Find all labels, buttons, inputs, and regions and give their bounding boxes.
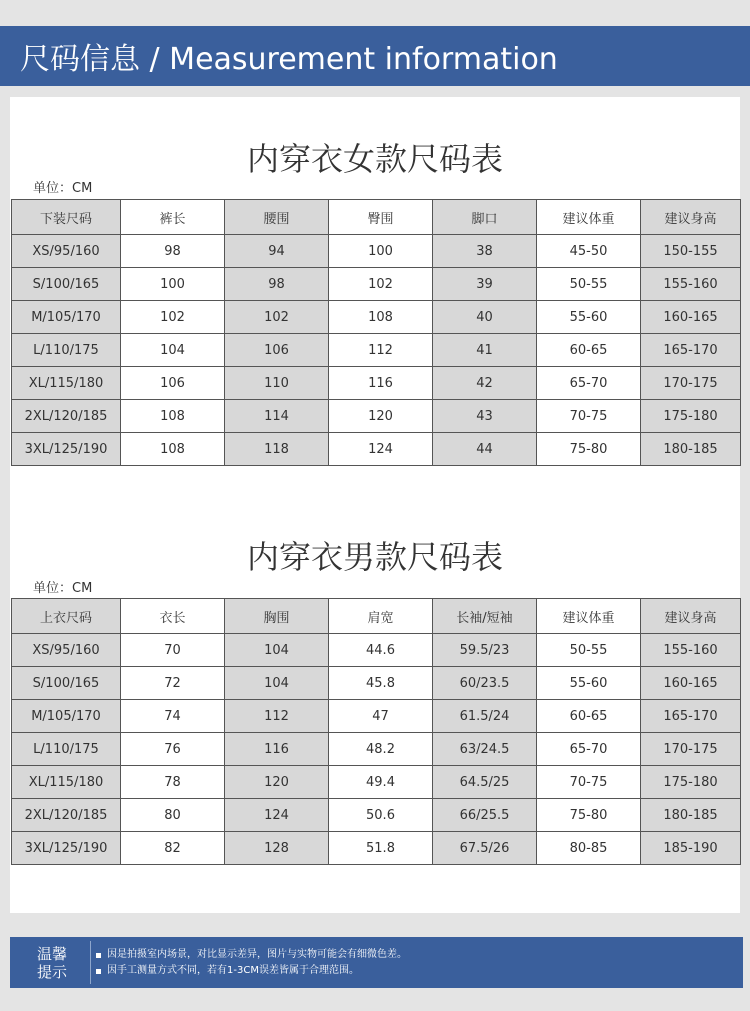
- size-label-cell: S/100/165: [12, 268, 121, 301]
- measurement-cell: 100: [121, 268, 225, 301]
- column-header: 长袖/短袖: [433, 599, 537, 634]
- measurement-cell: 160-165: [641, 667, 741, 700]
- size-label-cell: S/100/165: [12, 667, 121, 700]
- table-row: [12, 367, 741, 400]
- tip-note: [96, 963, 407, 979]
- measurement-cell: 160-165: [641, 301, 741, 334]
- column-header: 腰围: [225, 200, 329, 235]
- measurement-cell: 42: [433, 367, 537, 400]
- column-header: 建议体重: [537, 599, 641, 634]
- measurement-cell: 70-75: [537, 400, 641, 433]
- bullet-icon: [96, 953, 101, 958]
- measurement-cell: 55-60: [537, 667, 641, 700]
- measurement-cell: 75-80: [537, 433, 641, 466]
- size-label-cell: 2XL/120/185: [12, 799, 121, 832]
- measurement-cell: 98: [225, 268, 329, 301]
- measurement-cell: 106: [225, 334, 329, 367]
- measurement-cell: 40: [433, 301, 537, 334]
- size-label-cell: XL/115/180: [12, 766, 121, 799]
- tips-label-line1: 温馨: [36, 944, 67, 963]
- measurement-cell: 118: [225, 433, 329, 466]
- women-unit-label: 单位：CM: [33, 181, 93, 196]
- measurement-cell: 80-85: [537, 832, 641, 865]
- measurement-cell: 80: [121, 799, 225, 832]
- column-header: 衣长: [121, 599, 225, 634]
- measurement-cell: 44.6: [329, 634, 433, 667]
- measurement-cell: 104: [225, 667, 329, 700]
- table-row: [12, 700, 741, 733]
- column-header: 肩宽: [329, 599, 433, 634]
- measurement-cell: 70: [121, 634, 225, 667]
- column-header: 脚口: [433, 200, 537, 235]
- measurement-cell: 124: [329, 433, 433, 466]
- column-header: 上衣尺码: [12, 599, 121, 634]
- measurement-cell: 94: [225, 235, 329, 268]
- measurement-cell: 98: [121, 235, 225, 268]
- size-label-cell: XS/95/160: [12, 634, 121, 667]
- column-header: 建议身高: [641, 599, 741, 634]
- table-row: [12, 733, 741, 766]
- tip-note-text: 因是拍摄室内场景，对比显示差异，图片与实物可能会有细微色差。: [107, 949, 407, 960]
- table-row: [12, 400, 741, 433]
- women-table-title: 内穿衣女款尺码表: [246, 140, 503, 178]
- measurement-cell: 175-180: [641, 766, 741, 799]
- tips-divider: [90, 941, 91, 984]
- measurement-cell: 165-170: [641, 700, 741, 733]
- measurement-cell: 110: [225, 367, 329, 400]
- measurement-cell: 180-185: [641, 433, 741, 466]
- table-row: [12, 634, 741, 667]
- content-panel: [10, 97, 740, 913]
- measurement-cell: 102: [329, 268, 433, 301]
- measurement-cell: 50-55: [537, 268, 641, 301]
- measurement-cell: 50.6: [329, 799, 433, 832]
- measurement-cell: 120: [329, 400, 433, 433]
- size-label-cell: 2XL/120/185: [12, 400, 121, 433]
- column-header: 臀围: [329, 200, 433, 235]
- measurement-cell: 70-75: [537, 766, 641, 799]
- measurement-cell: 65-70: [537, 733, 641, 766]
- measurement-cell: 74: [121, 700, 225, 733]
- measurement-cell: 50-55: [537, 634, 641, 667]
- measurement-cell: 180-185: [641, 799, 741, 832]
- table-row: [12, 301, 741, 334]
- measurement-cell: 185-190: [641, 832, 741, 865]
- measurement-cell: 102: [225, 301, 329, 334]
- measurement-cell: 55-60: [537, 301, 641, 334]
- measurement-cell: 120: [225, 766, 329, 799]
- tips-label-line2: 提示: [36, 962, 67, 981]
- size-label-cell: 3XL/125/190: [12, 433, 121, 466]
- size-label-cell: M/105/170: [12, 700, 121, 733]
- table-row: [12, 334, 741, 367]
- measurement-cell: 65-70: [537, 367, 641, 400]
- size-label-cell: XL/115/180: [12, 367, 121, 400]
- column-header: 裤长: [121, 200, 225, 235]
- size-label-cell: L/110/175: [12, 733, 121, 766]
- header-title: 尺码信息 / Measurement information: [20, 42, 558, 77]
- measurement-cell: 150-155: [641, 235, 741, 268]
- table-row: [12, 268, 741, 301]
- measurement-cell: 108: [121, 400, 225, 433]
- measurement-cell: 155-160: [641, 268, 741, 301]
- measurement-cell: 43: [433, 400, 537, 433]
- men-unit-label: 单位：CM: [33, 581, 93, 596]
- measurement-cell: 60/23.5: [433, 667, 537, 700]
- measurement-cell: 45-50: [537, 235, 641, 268]
- measurement-cell: 76: [121, 733, 225, 766]
- measurement-cell: 47: [329, 700, 433, 733]
- measurement-cell: 82: [121, 832, 225, 865]
- measurement-cell: 170-175: [641, 733, 741, 766]
- measurement-cell: 41: [433, 334, 537, 367]
- measurement-cell: 72: [121, 667, 225, 700]
- tips-notes: [96, 947, 407, 979]
- measurement-cell: 60-65: [537, 700, 641, 733]
- header-banner: [0, 26, 750, 86]
- men-table-title: 内穿衣男款尺码表: [246, 538, 503, 576]
- size-label-cell: 3XL/125/190: [12, 832, 121, 865]
- measurement-cell: 108: [329, 301, 433, 334]
- measurement-cell: 45.8: [329, 667, 433, 700]
- size-label-cell: XS/95/160: [12, 235, 121, 268]
- women-size-table: [11, 199, 741, 466]
- measurement-cell: 61.5/24: [433, 700, 537, 733]
- measurement-cell: 78: [121, 766, 225, 799]
- measurement-cell: 116: [225, 733, 329, 766]
- measurement-cell: 124: [225, 799, 329, 832]
- measurement-cell: 63/24.5: [433, 733, 537, 766]
- column-header: 下装尺码: [12, 200, 121, 235]
- measurement-cell: 67.5/26: [433, 832, 537, 865]
- measurement-cell: 100: [329, 235, 433, 268]
- measurement-cell: 59.5/23: [433, 634, 537, 667]
- tip-note: [96, 947, 407, 963]
- table-row: [12, 235, 741, 268]
- measurement-cell: 75-80: [537, 799, 641, 832]
- measurement-cell: 51.8: [329, 832, 433, 865]
- measurement-cell: 128: [225, 832, 329, 865]
- tips-banner: [10, 937, 743, 988]
- table-row: [12, 832, 741, 865]
- measurement-cell: 108: [121, 433, 225, 466]
- table-row: [12, 667, 741, 700]
- table-header-row: [12, 200, 741, 235]
- table-row: [12, 433, 741, 466]
- measurement-cell: 155-160: [641, 634, 741, 667]
- measurement-cell: 60-65: [537, 334, 641, 367]
- size-label-cell: L/110/175: [12, 334, 121, 367]
- measurement-cell: 49.4: [329, 766, 433, 799]
- measurement-cell: 112: [225, 700, 329, 733]
- measurement-cell: 102: [121, 301, 225, 334]
- measurement-cell: 106: [121, 367, 225, 400]
- measurement-cell: 64.5/25: [433, 766, 537, 799]
- tips-label: [24, 937, 80, 988]
- measurement-cell: 104: [225, 634, 329, 667]
- column-header: 建议体重: [537, 200, 641, 235]
- column-header: 建议身高: [641, 200, 741, 235]
- measurement-cell: 66/25.5: [433, 799, 537, 832]
- table-row: [12, 799, 741, 832]
- men-size-table: [11, 598, 741, 865]
- measurement-cell: 175-180: [641, 400, 741, 433]
- measurement-cell: 44: [433, 433, 537, 466]
- measurement-cell: 116: [329, 367, 433, 400]
- bullet-icon: [96, 969, 101, 974]
- measurement-cell: 39: [433, 268, 537, 301]
- measurement-cell: 38: [433, 235, 537, 268]
- measurement-cell: 114: [225, 400, 329, 433]
- table-header-row: [12, 599, 741, 634]
- tip-note-text: 因手工测量方式不同，若有1-3CM误差皆属于合理范围。: [107, 965, 359, 976]
- measurement-cell: 170-175: [641, 367, 741, 400]
- measurement-cell: 104: [121, 334, 225, 367]
- measurement-cell: 48.2: [329, 733, 433, 766]
- measurement-cell: 165-170: [641, 334, 741, 367]
- measurement-cell: 112: [329, 334, 433, 367]
- column-header: 胸围: [225, 599, 329, 634]
- table-row: [12, 766, 741, 799]
- size-label-cell: M/105/170: [12, 301, 121, 334]
